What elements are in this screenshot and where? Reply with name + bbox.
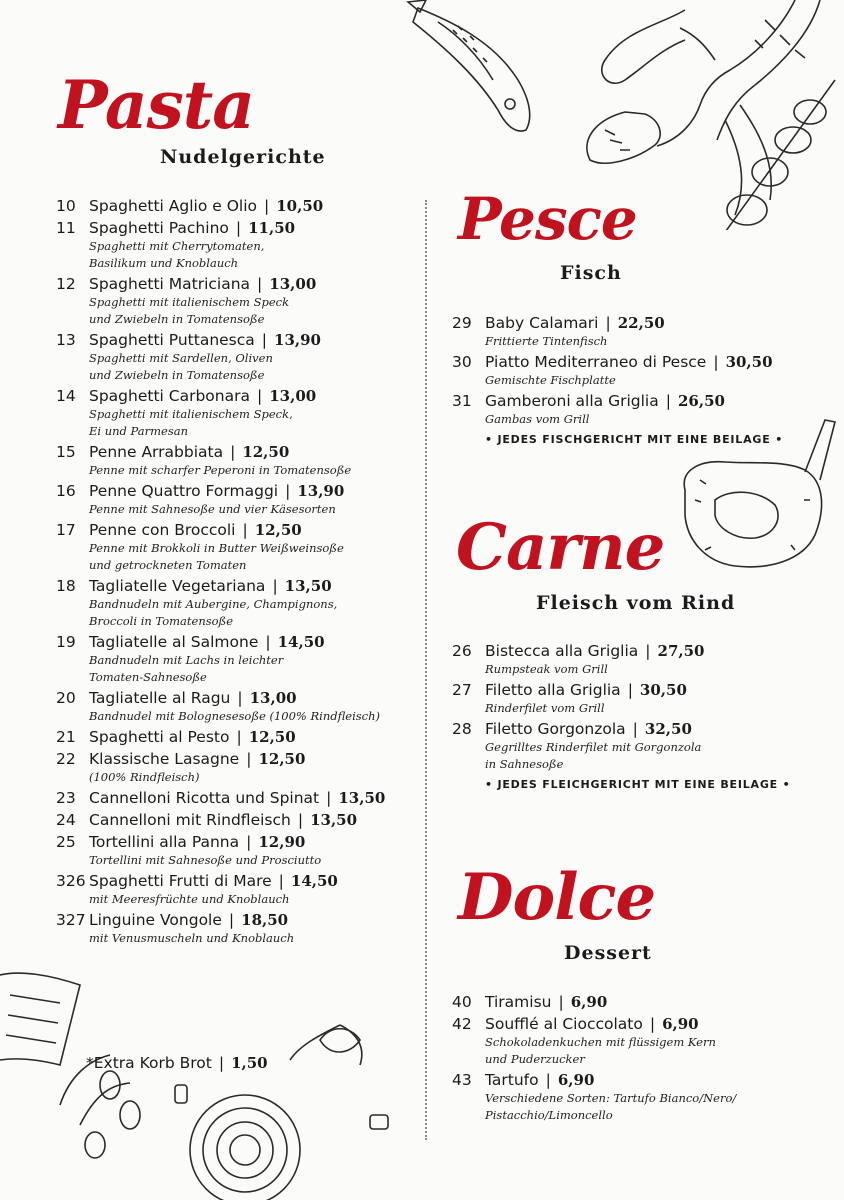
section-subtitle-pasta: Nudelgerichte	[160, 146, 326, 168]
item-description: und getrockneten Tomaten	[89, 558, 247, 572]
item-description: Frittierte Tintenfisch	[485, 334, 608, 348]
section-title-pesce: Pesce	[458, 185, 637, 253]
item-price: 13,00	[269, 387, 317, 405]
menu-item-line	[452, 352, 783, 372]
item-name: Tagliatelle al Ragu	[89, 689, 231, 707]
item-description: Ei und Parmesan	[89, 424, 189, 438]
item-name: Penne Arrabbiata	[89, 443, 224, 461]
menu-item-line	[452, 1070, 736, 1090]
column-divider	[425, 200, 427, 1140]
menu-item	[452, 352, 783, 389]
item-description: und Puderzucker	[485, 1052, 585, 1066]
item-price: 30,50	[725, 353, 773, 371]
extra-bread-name: *Extra Korb Brot	[86, 1054, 212, 1072]
item-description: Tomaten-Sahnesoße	[89, 670, 207, 684]
separator: |	[545, 1071, 551, 1089]
item-name: Tartufo	[485, 1071, 539, 1089]
separator: |	[632, 720, 638, 738]
item-name: Spaghetti Aglio e Olio	[89, 197, 257, 215]
menu-item	[56, 520, 385, 574]
item-price: 13,00	[269, 275, 317, 293]
carne-menu-list	[452, 641, 790, 791]
menu-item-line	[56, 520, 385, 540]
separator: |	[265, 633, 271, 651]
menu-item-line	[452, 391, 783, 411]
item-description: Schokoladenkuchen mit flüssigem Kern	[485, 1035, 716, 1049]
menu-item-line	[56, 481, 385, 501]
menu-item-line	[56, 727, 385, 747]
menu-item	[452, 719, 790, 773]
item-description: Spaghetti mit Cherrytomaten,	[89, 239, 265, 253]
separator: |	[558, 993, 564, 1011]
section-note: • JEDES FLEICHGERICHT MIT EINE BEILAGE •	[485, 778, 791, 791]
menu-item	[452, 1070, 736, 1124]
menu-item-line	[56, 330, 385, 350]
menu-item	[56, 632, 385, 686]
extra-bread-item	[86, 1053, 268, 1073]
item-price: 22,50	[617, 314, 665, 332]
item-number: 21	[56, 728, 76, 746]
menu-item-line	[56, 218, 385, 238]
item-description: (100% Rindfleisch)	[89, 770, 200, 784]
item-number: 17	[56, 521, 76, 539]
menu-item	[452, 680, 790, 717]
item-price: 12,50	[248, 728, 296, 746]
item-description: Spaghetti mit italienischem Speck	[89, 295, 290, 309]
menu-item	[452, 391, 783, 428]
menu-item-line	[452, 313, 783, 333]
item-number: 42	[452, 1015, 472, 1033]
separator: |	[246, 833, 252, 851]
menu-item	[56, 910, 385, 947]
menu-item-line	[452, 680, 790, 700]
separator: |	[230, 443, 236, 461]
item-price: 14,50	[277, 633, 325, 651]
item-name: Spaghetti Matriciana	[89, 275, 251, 293]
menu-item-line	[56, 810, 385, 830]
item-price: 12,50	[254, 521, 302, 539]
item-number: 15	[56, 443, 76, 461]
item-price: 11,50	[248, 219, 296, 237]
menu-item-line	[452, 641, 790, 661]
item-description: Tortellini mit Sahnesoße und Prosciutto	[89, 853, 322, 867]
item-description: mit Meeresfrüchte und Knoblauch	[89, 892, 290, 906]
menu-item	[56, 688, 385, 725]
item-number: 12	[56, 275, 76, 293]
separator: |	[649, 1015, 656, 1033]
item-number: 29	[452, 314, 472, 332]
item-number: 10	[56, 197, 76, 215]
menu-item-line	[56, 788, 385, 808]
menu-item-line	[56, 442, 385, 462]
item-price: 30,50	[639, 681, 687, 699]
item-description: Gemischte Fischplatte	[485, 373, 616, 387]
item-description: Penne mit Sahnesoße und vier Käsesorten	[89, 502, 336, 516]
item-name: Tortellini alla Panna	[89, 833, 240, 851]
item-name: Piatto Mediterraneo di Pesce	[485, 353, 707, 371]
item-name: Penne Quattro Formaggi	[89, 482, 279, 500]
item-number: 43	[452, 1071, 472, 1089]
menu-item-line	[56, 196, 385, 216]
item-number: 13	[56, 331, 76, 349]
item-description: in Sahnesoße	[485, 757, 564, 771]
separator: |	[665, 392, 671, 410]
item-name: Klassische Lasagne	[89, 750, 240, 768]
item-name: Penne con Broccoli	[89, 521, 236, 539]
item-price: 10,50	[276, 197, 324, 215]
item-description: Penne mit Brokkoli in Butter Weißweinsoße	[89, 541, 344, 555]
menu-item	[56, 727, 385, 747]
item-number: 19	[56, 633, 76, 651]
item-description: Broccoli in Tomatensoße	[89, 614, 234, 628]
item-price: 6,90	[570, 993, 608, 1011]
section-subtitle-pesce: Fisch	[560, 262, 622, 284]
item-description: und Zwiebeln in Tomatensoße	[89, 368, 265, 382]
separator: |	[627, 681, 633, 699]
pasta-illustration-icon	[0, 965, 430, 1200]
item-price: 13,90	[297, 482, 345, 500]
menu-item-line	[56, 386, 385, 406]
menu-item-line	[56, 274, 385, 294]
item-price: 13,00	[249, 689, 297, 707]
item-name: Tagliatelle Vegetariana	[89, 577, 266, 595]
separator: |	[261, 331, 268, 349]
menu-item-line	[56, 749, 385, 769]
item-price: 14,50	[290, 872, 338, 890]
item-number: 20	[56, 689, 76, 707]
menu-item-line	[56, 632, 385, 652]
item-price: 27,50	[657, 642, 705, 660]
item-description: Pistacchio/Limoncello	[485, 1108, 613, 1122]
item-name: Linguine Vongole	[89, 911, 222, 929]
separator: |	[257, 275, 263, 293]
item-number: 28	[452, 720, 472, 738]
section-subtitle-dolce: Dessert	[564, 942, 652, 964]
item-name: Tiramisu	[485, 993, 552, 1011]
item-name: Bistecca alla Griglia	[485, 642, 639, 660]
menu-item	[56, 810, 385, 830]
item-description: Basilikum und Knoblauch	[89, 256, 239, 270]
extra-bread-price: 1,50	[231, 1054, 268, 1072]
menu-item	[452, 1014, 736, 1068]
item-name: Spaghetti al Pesto	[89, 728, 230, 746]
item-description: Spaghetti mit Sardellen, Oliven	[89, 351, 273, 365]
item-price: 13,50	[284, 577, 332, 595]
menu-item	[452, 992, 736, 1012]
menu-item	[56, 749, 385, 786]
item-number: 40	[452, 993, 472, 1011]
item-name: Spaghetti Carbonara	[89, 387, 250, 405]
item-name: Filetto Gorgonzola	[485, 720, 626, 738]
item-price: 12,50	[258, 750, 306, 768]
separator: |	[285, 482, 291, 500]
menu-item	[56, 576, 385, 630]
item-number: 30	[452, 353, 472, 371]
separator: |	[228, 911, 235, 929]
item-description: Penne mit scharfer Peperoni in Tomatensoße	[89, 463, 352, 477]
separator: |	[326, 789, 332, 807]
item-description: Gambas vom Grill	[485, 412, 590, 426]
menu-item-line	[56, 832, 385, 852]
item-name: Spaghetti Pachino	[89, 219, 229, 237]
menu-item	[56, 386, 385, 440]
menu-item-line	[452, 1014, 736, 1034]
menu-item-line	[56, 576, 385, 596]
menu-item	[56, 442, 385, 479]
item-description: mit Venusmuscheln und Knoblauch	[89, 931, 295, 945]
separator: |	[242, 521, 248, 539]
item-name: Filetto alla Griglia	[485, 681, 621, 699]
separator: |	[218, 1054, 225, 1072]
menu-item	[56, 832, 385, 869]
menu-item-line	[56, 871, 385, 891]
item-description: Bandnudeln mit Lachs in leichter	[89, 653, 284, 667]
item-description: Bandnudel mit Bolognesesoße (100% Rindfleisch)	[89, 709, 380, 723]
item-number: 24	[56, 811, 76, 829]
separator: |	[264, 197, 270, 215]
item-price: 18,50	[241, 911, 289, 929]
item-number: 16	[56, 482, 76, 500]
item-number: 11	[56, 219, 76, 237]
section-title-dolce: Dolce	[458, 860, 656, 935]
separator: |	[235, 219, 242, 237]
separator: |	[297, 811, 304, 829]
item-name: Tagliatelle al Salmone	[89, 633, 259, 651]
item-number: 327	[56, 911, 86, 929]
menu-item-line	[452, 992, 736, 1012]
item-price: 13,50	[310, 811, 358, 829]
item-price: 6,90	[557, 1071, 595, 1089]
item-description: Rumpsteak vom Grill	[485, 662, 608, 676]
separator: |	[645, 642, 651, 660]
item-number: 26	[452, 642, 472, 660]
item-description: Spaghetti mit italienischem Speck,	[89, 407, 293, 421]
separator: |	[256, 387, 263, 405]
separator: |	[236, 728, 242, 746]
item-number: 326	[56, 872, 86, 890]
item-number: 22	[56, 750, 76, 768]
menu-item	[56, 330, 385, 384]
item-price: 12,90	[258, 833, 306, 851]
item-name: Cannelloni Ricotta und Spinat	[89, 789, 320, 807]
item-number: 23	[56, 789, 76, 807]
menu-item	[56, 274, 385, 328]
menu-item	[452, 313, 783, 350]
separator: |	[278, 872, 284, 890]
item-number: 31	[452, 392, 472, 410]
dolce-menu-list	[452, 992, 736, 1126]
menu-item	[56, 788, 385, 808]
separator: |	[237, 689, 243, 707]
section-note: • JEDES FISCHGERICHT MIT EINE BEILAGE •	[485, 433, 784, 446]
item-description: Rinderfilet vom Grill	[485, 701, 605, 715]
item-price: 13,50	[338, 789, 386, 807]
separator: |	[246, 750, 252, 768]
item-price: 26,50	[677, 392, 725, 410]
item-price: 32,50	[644, 720, 692, 738]
item-price: 13,90	[274, 331, 321, 349]
menu-item-line	[56, 910, 385, 930]
item-name: Cannelloni mit Rindfleisch	[89, 811, 291, 829]
item-price: 6,90	[662, 1015, 699, 1033]
item-name: Spaghetti Puttanesca	[89, 331, 255, 349]
item-description: Verschiedene Sorten: Tartufo Bianco/Nero/	[485, 1091, 737, 1105]
menu-item	[452, 641, 790, 678]
menu-item	[56, 218, 385, 272]
item-description: und Zwiebeln in Tomatensoße	[89, 312, 265, 326]
item-description: Gegrilltes Rinderfilet mit Gorgonzola	[485, 740, 702, 754]
menu-item-line	[56, 688, 385, 708]
separator: |	[605, 314, 611, 332]
menu-item-line	[452, 719, 790, 739]
pesce-menu-list	[452, 313, 783, 446]
item-name: Baby Calamari	[485, 314, 599, 332]
item-description: Bandnudeln mit Aubergine, Champignons,	[89, 597, 338, 611]
pasta-menu-list	[56, 196, 385, 949]
section-subtitle-carne: Fleisch vom Rind	[536, 592, 736, 614]
fish-illustration-icon	[398, 0, 548, 140]
section-title-pasta: Pasta	[58, 66, 255, 144]
separator: |	[713, 353, 719, 371]
item-name: Gamberoni alla Griglia	[485, 392, 659, 410]
item-name: Soufflé al Cioccolato	[485, 1015, 643, 1033]
item-name: Spaghetti Frutti di Mare	[89, 872, 272, 890]
item-number: 25	[56, 833, 76, 851]
item-price: 12,50	[242, 443, 290, 461]
item-number: 27	[452, 681, 472, 699]
menu-item	[56, 871, 385, 908]
item-number: 18	[56, 577, 76, 595]
menu-item	[56, 481, 385, 518]
menu-item	[56, 196, 385, 216]
item-number: 14	[56, 387, 76, 405]
section-title-carne: Carne	[456, 510, 665, 585]
separator: |	[272, 577, 278, 595]
